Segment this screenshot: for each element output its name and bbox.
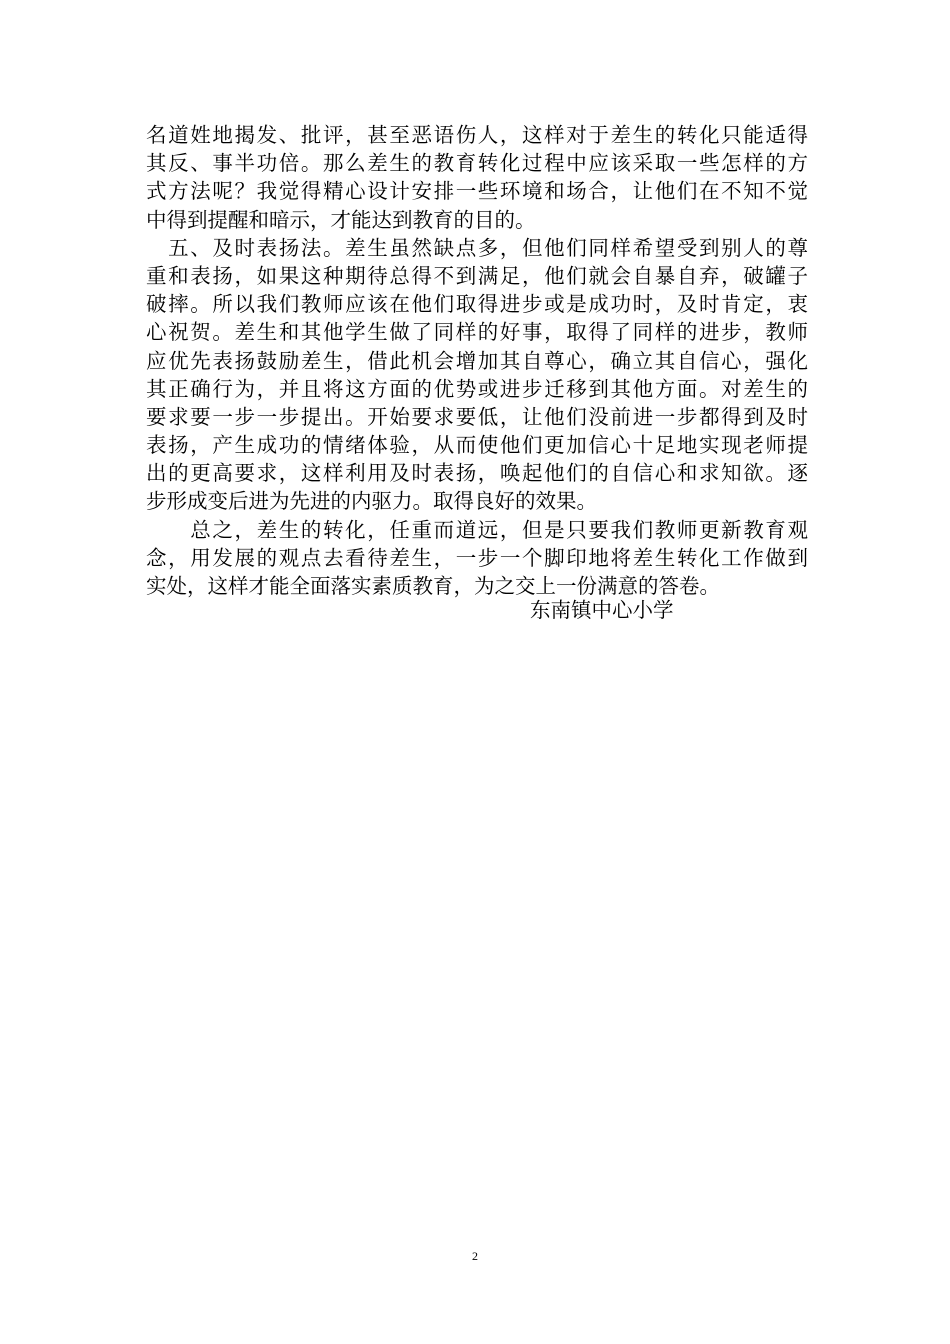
page-number: 2 (472, 1249, 478, 1263)
text-line: 五、及时表扬法。差生虽然缺点多，但他们同样希望受到别人的尊 (146, 235, 808, 260)
text-line: 总之，差生的转化，任重而道远，但是只要我们教师更新教育观 (146, 517, 808, 542)
signature: 东南镇中心小学 (530, 598, 674, 622)
text-line: 要求要一步一步提出。开始要求要低，让他们没前进一步都得到及时 (146, 404, 808, 429)
body-text (146, 121, 808, 600)
text-line: 出的更高要求，这样利用及时表扬，唤起他们的自信心和求知欲。逐 (146, 461, 808, 486)
text-line: 名道姓地揭发、批评，甚至恶语伤人，这样对于差生的转化只能适得 (146, 123, 808, 147)
text-line: 表扬，产生成功的情绪体验，从而使他们更加信心十足地实现老师提 (146, 433, 808, 458)
text-line: 其正确行为，并且将这方面的优势或进步迁移到其他方面。对差生的 (146, 376, 808, 401)
text-line: 式方法呢？我觉得精心设计安排一些环境和场合，让他们在不知不觉 (146, 179, 808, 204)
text-line: 心祝贺。差生和其他学生做了同样的好事，取得了同样的进步，教师 (146, 320, 808, 345)
text-line: 步形成变后进为先进的内驱力。取得良好的效果。 (146, 489, 597, 514)
text-line: 应优先表扬鼓励差生，借此机会增加其自尊心，确立其自信心，强化 (146, 348, 808, 373)
text-line: 实处，这样才能全面落实素质教育，为之交上一份满意的答卷。 (146, 574, 720, 598)
text-line: 重和表扬，如果这种期待总得不到满足，他们就会自暴自弃，破罐子 (146, 263, 808, 288)
text-line: 破摔。所以我们教师应该在他们取得进步或是成功时，及时肯定，衷 (146, 292, 808, 317)
text-line: 中得到提醒和暗示，才能达到教育的目的。 (146, 207, 536, 232)
text-line: 念，用发展的观点去看待差生，一步一个脚印地将差生转化工作做到 (146, 545, 808, 570)
text-line: 其反、事半功倍。那么差生的教育转化过程中应该采取一些怎样的方 (146, 151, 808, 176)
